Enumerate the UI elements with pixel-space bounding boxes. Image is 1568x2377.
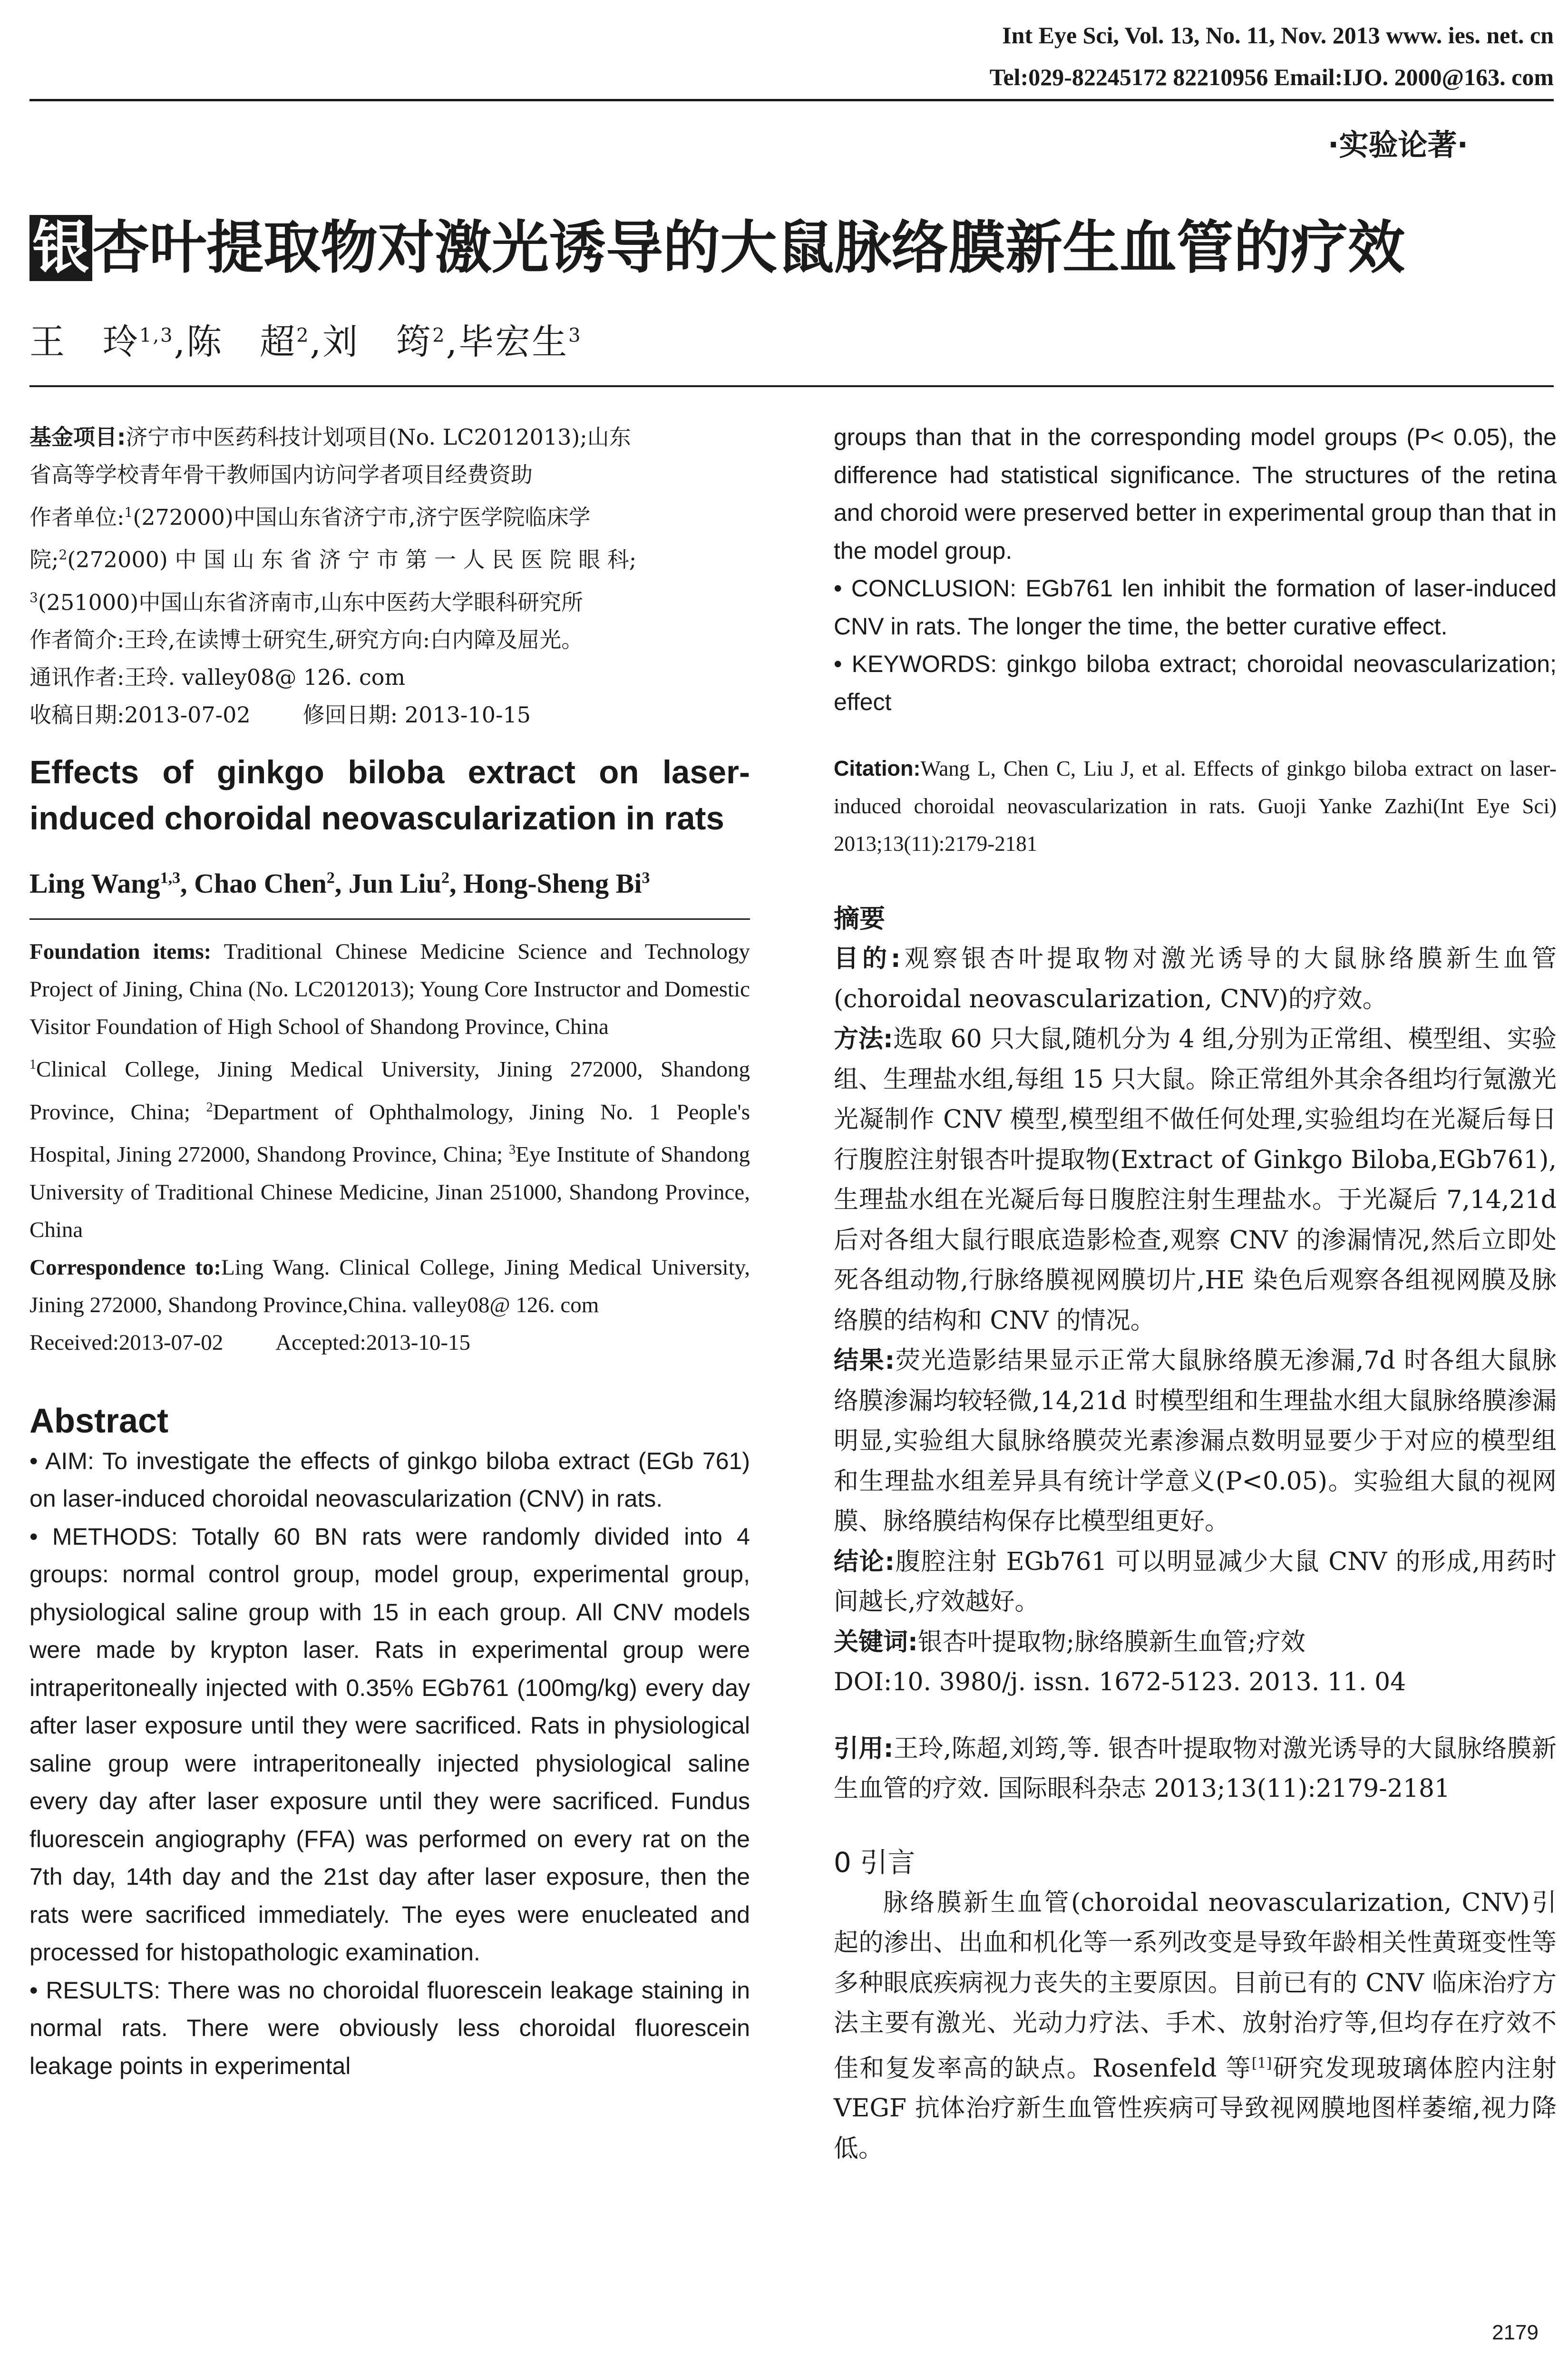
authors-cn: 王 玲$^{1,3}$,陈 超$^2$,刘 筠$^2$,毕宏生$^3$ — [29, 321, 582, 362]
abstract-cn-conclusion — [834, 1542, 1557, 1622]
citation-label: Citation: — [834, 756, 921, 780]
right-column — [834, 419, 1557, 2169]
corr-text-cn: 王玲. valley08@ 126. com — [124, 664, 406, 690]
unit-text-3: (251000)中国山东省济南市,山东中医药大学眼科研究所 — [38, 589, 583, 615]
abstract-cn-methods — [834, 1019, 1557, 1341]
fund-text-1: 济宁市中医药科技计划项目(No. LC2012013);山东 — [126, 424, 631, 450]
article-title-cn — [29, 202, 1405, 284]
author-en: Ling Wang — [29, 867, 160, 899]
abstract-heading: Abstract — [29, 1402, 169, 1440]
abstract-keywords: • KEYWORDS: ginkgo biloba extract; choroidal neovascularization; effect — [834, 651, 1557, 715]
intro-text-b: 研究发现玻璃体腔内注射 VEGF 抗体治疗新生血管性疾病可导致视网膜地图样萎缩,视力降低。 — [834, 2054, 1557, 2163]
abstract-cn-heading: 摘要 — [834, 904, 885, 934]
foundation-text: Traditional Chinese Medicine Science and Technology Project of Jining, China (No. LC2012013); Young Core Instructor and Domestic Visitor Foundation of High School of Shandong Province, China — [29, 939, 750, 1039]
title-rule — [29, 385, 1554, 387]
unit-line-3: $^3$(251000)中国山东省济南市,山东中医药大学眼科研究所 — [29, 589, 583, 615]
received-en: Received:2013-07-02 — [29, 1330, 224, 1355]
correspondence-text: Ling Wang. Clinical College, Jining Medical University, Jining 272000, Shandong Province,China. valley08@ 126. com — [29, 1255, 750, 1317]
citation-cn-text: 王玲,陈超,刘筠,等. 银杏叶提取物对激光诱导的大鼠脉络膜新生血管的疗效. 国际眼科杂志 2013;13(11):2179-2181 — [834, 1734, 1557, 1803]
revised-cn: 修回日期: 2013-10-15 — [302, 701, 531, 728]
conclusion-label-cn: 结论: — [834, 1547, 895, 1576]
fund-line-2: 省高等学校青年骨干教师国内访问学者项目经费资助 — [29, 462, 533, 487]
section-label: ·实验论著· — [1327, 127, 1468, 162]
abstract-conclusion: • CONCLUSION: EGb761 len inhibit the formation of laser-induced CNV in rats. The longer the time, the better curative effect. — [834, 575, 1557, 640]
page-number: 2179 — [1492, 2321, 1539, 2344]
fund-line — [29, 419, 750, 456]
reference-marker: [1] — [1251, 2055, 1272, 2072]
aff-1: Clinical College, Jining Medical University, Jining 272000, Shandong Province, China; — [29, 1057, 750, 1125]
author-en: Jun Liu — [348, 867, 441, 899]
author-aff: 2 — [326, 869, 335, 887]
journal-header-line1: Int Eye Sci, Vol. 13, No. 11, Nov. 2013 www. ies. net. cn — [1002, 22, 1554, 49]
dates-cn — [29, 696, 750, 734]
intro-text: 王玲,在读博士研究生,研究方向:白内障及屈光。 — [124, 626, 584, 653]
citation-cn — [834, 1729, 1557, 1809]
authors-rule — [29, 918, 750, 920]
citation-text — [834, 750, 1557, 863]
accepted-en: Accepted:2013-10-15 — [275, 1330, 471, 1355]
author-cn: 陈 超 — [186, 321, 297, 362]
abstract-results-part1: • RESULTS: There was no choroidal fluorescein leakage staining in normal rats. There were obviously less choroidal fluorescein leakage points in experimental — [29, 1977, 750, 2079]
aff-3: Eye Institute of Shandong University of Traditional Chinese Medicine, Jinan 251000, Shandong Province, China — [29, 1142, 750, 1242]
author-aff: 3 — [642, 869, 650, 887]
foundation-label: Foundation items: — [29, 939, 212, 964]
author-aff: 1,3 — [160, 869, 181, 887]
keywords-label-cn: 关键词: — [834, 1627, 918, 1656]
author-en: Chao Chen — [194, 867, 327, 899]
intro-label: 作者简介: — [29, 626, 125, 653]
doi: DOI:10. 3980/j. issn. 1672-5123. 2013. 11. 04 — [834, 1668, 1406, 1696]
unit-text-2b: (272000) 中 国 山 东 省 济 宁 市 第 一 人 民 医 院 眼 科; — [67, 546, 637, 573]
citation-cn-label: 引用: — [834, 1734, 894, 1763]
foundation-items: Foundation items: Traditional Chinese Medicine Science and Technology Project of Jining, China (No. LC2012013); Young Core Instructor and Domestic Visitor Foundation of High School of Shandong Province, China $^1$Clinical College, Jining Medical University, Jining 272000, Shandong Province, China; $^2$Department of Ophthalmology, Jining No. 1 People's Hospital, Jining 272000, Shandong Province, China; $^3$Eye Institute of Shandong University of Traditional Chinese Medicine, Jinan 251000, Shandong Province, China Correspondence to:Ling Wang. Clinical College, Jining Medical University, Jining 272000, Shandong Province,China. valley08@ 126. com — [29, 939, 750, 1317]
abstract-results-part2: groups than that in the corresponding model groups (P< 0.05), the difference had statistical significance. The structures of the retina and choroid were preserved better in experimental group than that in the model group. — [834, 424, 1557, 564]
intro-heading: 0 引言 — [834, 1846, 915, 1879]
author-cn: 王 玲 — [29, 321, 139, 362]
info-cn — [29, 419, 750, 734]
citation-block — [834, 750, 1557, 863]
author-cn: 刘 筠 — [322, 321, 433, 362]
conclusion-text-cn: 腹腔注射 EGb761 可以明显减少大鼠 CNV 的形成,用药时间越长,疗效越好。 — [834, 1547, 1557, 1616]
abstract-cn-aim — [834, 939, 1557, 1019]
fund-label: 基金项目: — [29, 424, 126, 450]
title-rest: 杏叶提取物对激光诱导的大鼠脉络膜新生血管的疗效 — [92, 215, 1405, 281]
authors-en: Ling Wang$^{1,3}$, Chao Chen$^2$, Jun Liu$^2$, Hong-Sheng Bi$^3$ — [29, 867, 650, 899]
unit-line: 作者单位:$^1$(272000)中国山东省济宁市,济宁医学院临床学 — [29, 504, 591, 530]
aim-text-cn: 观察银杏叶提取物对激光诱导的大鼠脉络膜新生血管(choroidal neovascularization, CNV)的疗效。 — [834, 945, 1557, 1013]
intro-paragraph — [834, 1883, 1557, 2169]
author-aff: 1,3 — [139, 324, 174, 347]
author-aff: 2 — [432, 324, 446, 347]
aim-label-cn: 目的: — [834, 945, 901, 973]
results-label-cn: 结果: — [834, 1346, 895, 1375]
results-text-cn: 荧光造影结果显示正常大鼠脉络膜无渗漏,7d 时各组大鼠脉络膜渗漏均较轻微,14,21d 时模型组和生理盐水组大鼠脉络膜渗漏明显,实验组大鼠脉络膜荧光素渗漏点数明显要少于对应的模型组和生理盐水组差异具有统计学意义(P<0.05)。实验组大鼠的视网膜、脉络膜结构保存比模型组更好。 — [834, 1346, 1557, 1536]
header-rule — [29, 99, 1554, 101]
title-first-char: 银 — [29, 215, 92, 281]
left-column — [29, 419, 750, 2085]
unit-line-2: 院;$^2$(272000) 中 国 山 东 省 济 宁 市 第 一 人 民 医 院 眼 科; — [29, 546, 637, 573]
correspondence-label: Correspondence to: — [29, 1255, 222, 1280]
abstract-cn-keywords — [834, 1622, 1557, 1663]
abstract-methods: • METHODS: Totally 60 BN rats were randomly divided into 4 groups: normal control group, model group, experimental group, physiological saline group with 15 in each group. All CNV models were made by krypton laser. Rats in experimental group were intraperitoneally injected with 0.35% EGb761 (100mg/kg) every day after laser exposure until they were sacrificed. Rats in physiological saline group were intraperitoneally injected physiological saline every day after laser exposure until they were sacrificed. Fundus fluorescein angiography (FFA) was performed on every rat on the 7th day, 14th day and the 21st day after laser exposure, then the rats were sacrificed immediately. The eyes were enucleated and processed for histopathologic examination. — [29, 1523, 750, 1966]
methods-text-cn: 选取 60 只大鼠,随机分为 4 组,分别为正常组、模型组、实验组、生理盐水组,每组 15 只大鼠。除正常组外其余各组均行氪激光光凝制作 CNV 模型,模型组不做任何处理,实验组均在光凝后每日行腹腔注射银杏叶提取物(Extract of Ginkgo Biloba,EGb761),生理盐水组在光凝后每日腹腔注射生理盐水。于光凝后 7,14,21d 后对各组大鼠行眼底造影检查,观察 CNV 的渗漏情况,然后立即处死各组动物,行脉络膜视网膜切片,HE 染色后观察各组视网膜及脉络膜的结构和 CNV 的情况。 — [834, 1025, 1557, 1335]
unit-label: 作者单位: — [29, 504, 125, 530]
unit-text-1: (272000)中国山东省济宁市,济宁医学院临床学 — [133, 504, 591, 530]
abstract-cn-results — [834, 1341, 1557, 1542]
abstract-aim: • AIM: To investigate the effects of ginkgo biloba extract (EGb 761) on laser-induced choroidal neovascularization (CNV) in rats. — [29, 1447, 750, 1512]
author-en: Hong-Sheng Bi — [463, 867, 642, 899]
received-cn: 收稿日期:2013-07-02 — [29, 701, 251, 728]
foundation-block — [29, 933, 750, 1362]
article-title-en: Effects of ginkgo biloba extract on laser-induced choroidal neovascularization in rats — [29, 753, 750, 837]
author-cn: 毕宏生 — [458, 321, 569, 362]
author-intro-line — [29, 621, 750, 659]
author-aff: 2 — [441, 869, 449, 887]
unit-text-2a: 院; — [29, 546, 59, 573]
aff-2: Department of Ophthalmology, Jining No. 1 People's Hospital, Jining 272000, Shandong Province, China; — [29, 1100, 750, 1167]
keywords-text-cn: 银杏叶提取物;脉络膜新生血管;疗效 — [917, 1627, 1305, 1656]
author-aff: 2 — [296, 324, 310, 347]
citation-body: Wang L, Chen C, Liu J, et al. Effects of ginkgo biloba extract on laser-induced choroidal neovascularization in rats. Guoji Yanke Zazhi(Int Eye Sci) 2013;13(11):2179-2181 — [834, 757, 1557, 856]
intro-text-a: 脉络膜新生血管(choroidal neovascularization, CNV)引起的渗出、出血和机化等一系列改变是导致年龄相关性黄斑变性等多种眼底疾病视力丧失的主要原因。目前已有的 CNV 临床治疗方法主要有激光、光动力疗法、手术、放射治疗等,但均存在疗效不佳和复发率高的缺点。Rosenfeld 等 — [834, 1888, 1557, 2083]
corr-label-cn: 通讯作者: — [29, 664, 125, 690]
methods-label-cn: 方法: — [834, 1025, 893, 1053]
author-aff: 3 — [568, 324, 582, 347]
corr-line-cn — [29, 659, 750, 696]
journal-header-line2: Tel:029-82245172 82210956 Email:IJO. 2000@163. com — [989, 64, 1554, 90]
dates-en — [29, 1324, 750, 1362]
